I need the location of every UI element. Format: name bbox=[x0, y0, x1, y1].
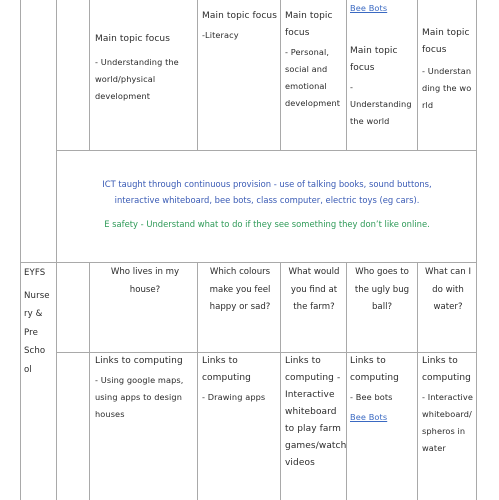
grid-line bbox=[476, 0, 477, 500]
topic-body: - Understanding the world bbox=[422, 66, 472, 110]
esafety-line: E safety - Understand what to do if they see something they don’t like online. bbox=[104, 219, 430, 229]
links-heading: Links to computing bbox=[422, 356, 471, 383]
topic-body: - Personal, social and emotional development bbox=[285, 47, 341, 108]
grid-line bbox=[89, 0, 90, 150]
topic-cell-1 bbox=[95, 31, 195, 105]
topic-heading: Main topic focus bbox=[422, 28, 470, 55]
links-body: - Bee bots bbox=[350, 392, 393, 402]
links-heading: Links to computing bbox=[202, 356, 251, 383]
bee-bots-link[interactable]: Bee Bots bbox=[350, 3, 388, 13]
grid-line bbox=[417, 0, 418, 150]
topic-cell-4 bbox=[350, 0, 416, 130]
grid-line bbox=[346, 262, 347, 500]
question-cell-2: Which colours make you feel happy or sad? bbox=[209, 267, 271, 312]
eyfs-label bbox=[24, 264, 56, 379]
grid-line bbox=[346, 0, 347, 150]
grid-line bbox=[20, 262, 477, 263]
grid-line bbox=[20, 0, 21, 500]
topic-body: - Understanding the world bbox=[350, 82, 412, 126]
bee-bots-link[interactable]: Bee Bots bbox=[350, 412, 388, 422]
topic-heading: Main topic focus bbox=[202, 11, 278, 21]
eyfs-line: Nurse bbox=[24, 290, 50, 301]
links-cell-4 bbox=[350, 353, 414, 426]
topic-cell-2 bbox=[202, 8, 280, 44]
links-heading: Links to computing bbox=[350, 356, 399, 383]
question-cell-4: Who goes to the ugly bug ball? bbox=[354, 267, 410, 312]
topic-heading: Main topic focus bbox=[95, 34, 171, 44]
eyfs-line: Scho bbox=[24, 346, 46, 356]
topic-body: - Understanding the world/physical development bbox=[95, 57, 179, 101]
grid-line bbox=[56, 0, 57, 500]
links-body: - Using google maps, using apps to design houses bbox=[95, 375, 184, 419]
question-cell-1: Who lives in my house? bbox=[110, 267, 180, 295]
eyfs-line: Pre bbox=[24, 327, 38, 338]
grid-line bbox=[197, 0, 198, 150]
topic-heading: Main topic focus bbox=[285, 11, 333, 38]
links-cell-5 bbox=[422, 353, 474, 457]
grid-line bbox=[89, 262, 90, 500]
question-cell-5: What can I do with water? bbox=[424, 267, 471, 312]
topic-heading: Main topic focus bbox=[350, 46, 398, 73]
ict-line-1: ICT taught through continuous provision - use of talking books, sound buttons, bbox=[102, 179, 432, 189]
eyfs-line: ry & bbox=[24, 309, 43, 319]
grid-line bbox=[56, 150, 477, 151]
topic-body: -Literacy bbox=[202, 30, 239, 40]
grid-line bbox=[280, 262, 281, 500]
links-body: - Interactive whiteboard/ spheros in water bbox=[422, 392, 473, 453]
links-heading: Links to computing bbox=[95, 356, 183, 366]
topic-cell-3 bbox=[285, 8, 345, 112]
grid-line bbox=[280, 0, 281, 150]
links-cell-2 bbox=[202, 353, 278, 406]
eyfs-line: EYFS bbox=[24, 268, 46, 278]
grid-line bbox=[197, 262, 198, 500]
topic-cell-5 bbox=[422, 25, 474, 114]
eyfs-line: ol bbox=[24, 364, 32, 375]
ict-line-2: interactive whiteboard, bee bots, class computer, electric toys (eg cars). bbox=[114, 195, 420, 205]
links-body: - Drawing apps bbox=[202, 392, 266, 402]
links-cell-1 bbox=[95, 353, 195, 423]
links-cell-3 bbox=[285, 353, 345, 472]
grid-line bbox=[417, 262, 418, 500]
links-heading: Links to computing - Interactive whiteboard to play farm games/watch videos bbox=[285, 356, 347, 468]
question-cell-3: What would you find at the farm? bbox=[288, 267, 340, 312]
